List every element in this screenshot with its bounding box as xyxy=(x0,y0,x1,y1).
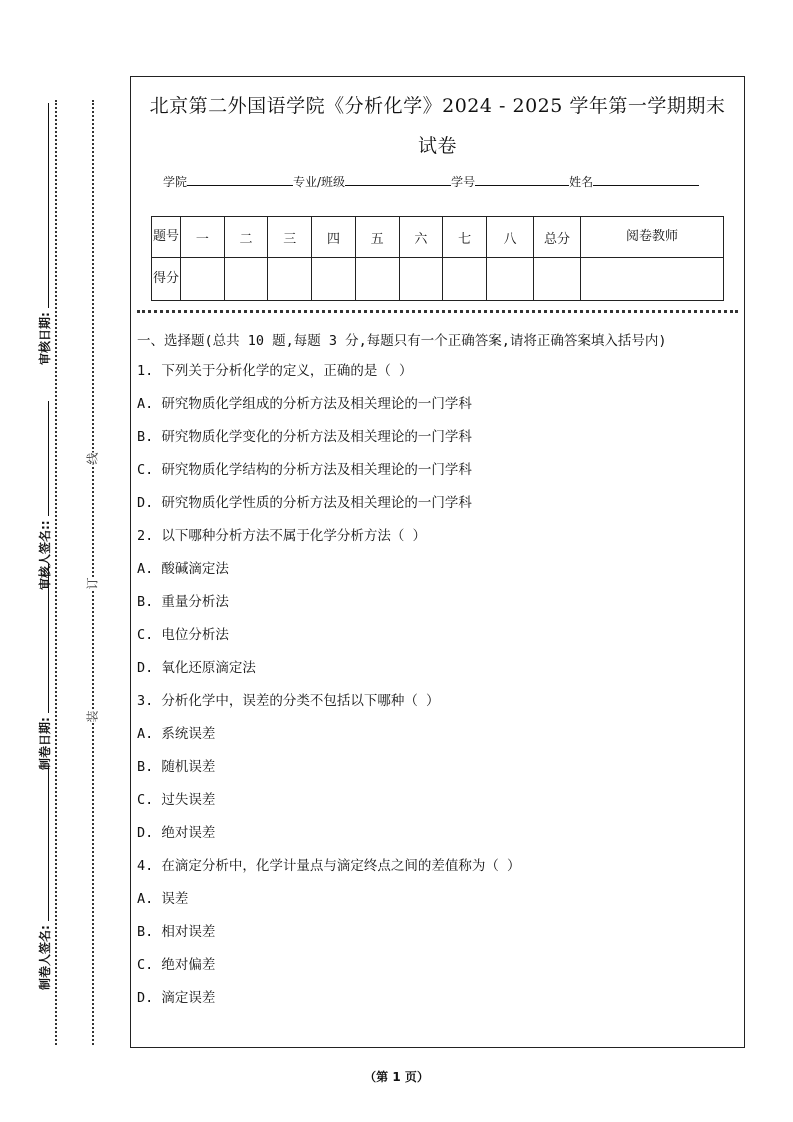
question-option: B. 相对误差 xyxy=(137,924,216,940)
exam-title: 北京第二外国语学院《分析化学》2024 - 2025 学年第一学期期末 xyxy=(149,95,726,117)
score-header-cell: 一 xyxy=(181,217,225,258)
score-cell[interactable] xyxy=(581,258,724,301)
question-stem: 1. 下列关于分析化学的定义，正确的是（ ） xyxy=(137,363,413,379)
question-option: C. 研究物质化学结构的分析方法及相关理论的一门学科 xyxy=(137,462,472,478)
question-stem: 4. 在滴定分析中，化学计量点与滴定终点之间的差值称为（ ） xyxy=(137,858,521,874)
question-option: C. 电位分析法 xyxy=(137,627,229,643)
score-cell[interactable] xyxy=(224,258,268,301)
score-cell[interactable] xyxy=(355,258,399,301)
question-option: B. 随机误差 xyxy=(137,759,216,775)
score-cell[interactable] xyxy=(487,258,534,301)
maker-date-blank[interactable] xyxy=(36,563,49,713)
maker-sign-field xyxy=(36,766,53,990)
reviewer-date-label: 审核日期: xyxy=(38,312,52,365)
seal-char-ding: 订 xyxy=(85,577,100,590)
question-option: A. 酸碱滴定法 xyxy=(137,561,229,577)
binding-line-outer xyxy=(55,100,57,1045)
maker-date-field xyxy=(36,563,53,770)
name-label: 姓名 xyxy=(569,175,594,189)
score-header-cell: 总分 xyxy=(534,217,581,258)
question-option: A. 误差 xyxy=(137,891,189,907)
score-table-header-row xyxy=(152,217,724,258)
reviewer-sign-label: 审核人签名:: xyxy=(38,520,52,590)
score-header-cell: 阅卷教师 xyxy=(581,217,724,258)
question-option: D. 氧化还原滴定法 xyxy=(137,660,256,676)
major-field[interactable] xyxy=(345,173,451,186)
student-info-row xyxy=(163,173,699,190)
question-option: A. 系统误差 xyxy=(137,726,216,742)
score-cell[interactable] xyxy=(268,258,312,301)
question-option: B. 重量分析法 xyxy=(137,594,229,610)
maker-date-label: 制卷日期: xyxy=(38,717,52,770)
seal-char-zhuang: 装 xyxy=(85,710,100,723)
binding-line-inner xyxy=(92,100,94,1045)
score-table-score-row xyxy=(152,258,724,301)
score-cell[interactable] xyxy=(399,258,443,301)
question-option: C. 绝对偏差 xyxy=(137,957,216,973)
score-header-cell: 六 xyxy=(399,217,443,258)
reviewer-date-field xyxy=(36,103,53,365)
exam-body xyxy=(137,330,737,1020)
student-id-field[interactable] xyxy=(475,173,569,186)
exam-title-line2: 试卷 xyxy=(417,135,457,157)
question-option: D. 绝对误差 xyxy=(137,825,216,841)
question-option: A. 研究物质化学组成的分析方法及相关理论的一门学科 xyxy=(137,396,472,412)
reviewer-sign-blank[interactable] xyxy=(36,401,49,516)
maker-sign-label: 制卷人签名: xyxy=(38,925,52,990)
dotted-separator xyxy=(137,310,738,313)
student-id-label: 学号 xyxy=(451,175,476,189)
question-stem: 2. 以下哪种分析方法不属于化学分析方法（ ） xyxy=(137,528,427,544)
score-header-cell: 七 xyxy=(443,217,487,258)
score-cell[interactable] xyxy=(181,258,225,301)
major-label: 专业/班级 xyxy=(293,175,346,189)
score-table xyxy=(151,216,724,301)
college-field[interactable] xyxy=(187,173,293,186)
score-header-cell: 题号 xyxy=(152,217,181,258)
score-header-cell: 三 xyxy=(268,217,312,258)
reviewer-sign-field xyxy=(36,401,53,590)
college-label: 学院 xyxy=(163,175,188,189)
reviewer-date-blank[interactable] xyxy=(36,103,49,308)
question-stem: 3. 分析化学中，误差的分类不包括以下哪种（ ） xyxy=(137,693,440,709)
score-header-cell: 二 xyxy=(224,217,268,258)
seal-char-xian: 线 xyxy=(85,452,100,465)
page-number: （第 1 页） xyxy=(364,1070,429,1084)
question-option: C. 过失误差 xyxy=(137,792,216,808)
question-option: D. 滴定误差 xyxy=(137,990,216,1006)
score-cell[interactable] xyxy=(534,258,581,301)
score-header-cell: 八 xyxy=(487,217,534,258)
score-header-cell: 五 xyxy=(355,217,399,258)
question-option: B. 研究物质化学变化的分析方法及相关理论的一门学科 xyxy=(137,429,472,445)
maker-sign-blank[interactable] xyxy=(36,766,49,921)
name-field[interactable] xyxy=(593,173,699,186)
score-header-cell: 四 xyxy=(312,217,356,258)
section-heading: 一、选择题(总共 10 题,每题 3 分,每题只有一个正确答案,请将正确答案填入括号内) xyxy=(137,333,667,349)
question-option: D. 研究物质化学性质的分析方法及相关理论的一门学科 xyxy=(137,495,472,511)
exam-frame xyxy=(130,76,745,1048)
score-cell[interactable] xyxy=(443,258,487,301)
score-row-label: 得分 xyxy=(152,258,181,301)
score-cell[interactable] xyxy=(312,258,356,301)
